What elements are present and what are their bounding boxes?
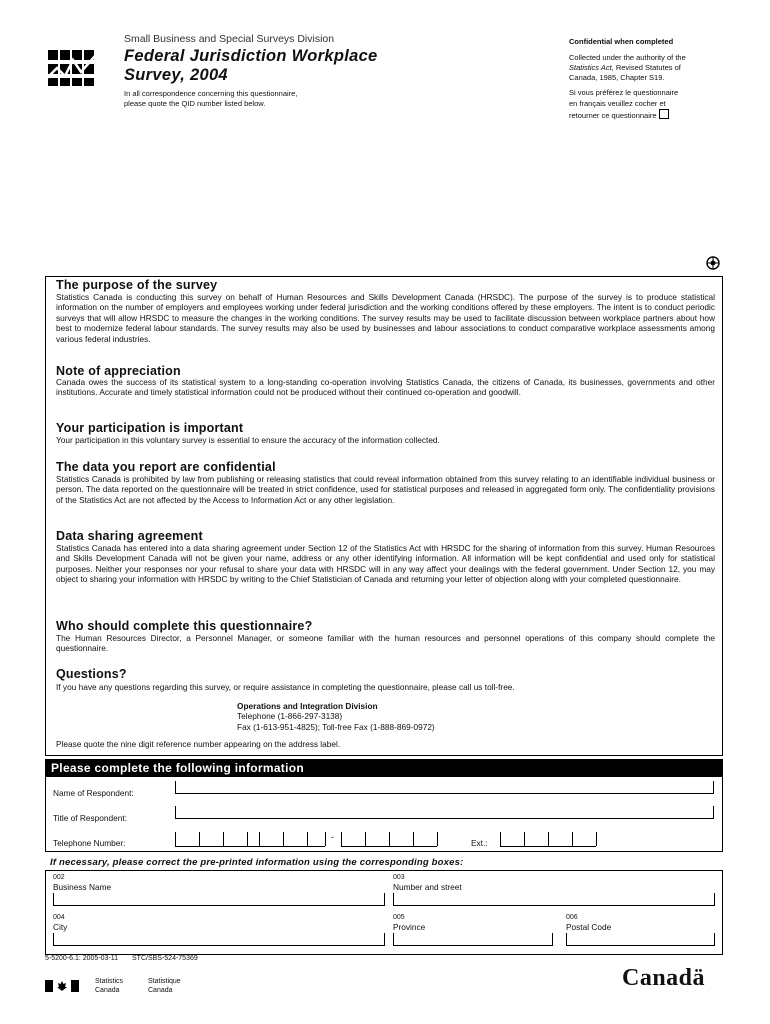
appreciation-heading: Note of appreciation: [56, 364, 181, 378]
data-sharing-heading: Data sharing agreement: [56, 529, 203, 543]
street-field[interactable]: [393, 893, 715, 906]
canada-flag-icon: [45, 979, 79, 993]
ext-digit-divider: [524, 832, 525, 846]
phone-digit-divider: [247, 832, 248, 846]
confidential-section-text: Statistics Canada is prohibited by law from publishing or releasing statistics that could reveal information obtained from this survey relating to an identifiable individual business or person. The data reported on the questionnaire will be treated in strict confidence, used for statistical purposes and released in aggregated form only. The confidentiality provisions of the Statistics Act are not affected by the Access to Information Act or any other legislation.: [56, 474, 715, 505]
respondent-title-label: Title of Respondent:: [53, 813, 127, 823]
ext-digit-divider: [548, 832, 549, 846]
province-label: Province: [393, 922, 426, 932]
respondent-name-label: Name of Respondent:: [53, 788, 134, 798]
phone-digit-divider: [413, 832, 414, 846]
authority-line3: Canada, 1985, Chapter S19.: [569, 72, 665, 82]
province-code: 005: [393, 914, 405, 921]
statistics-canada-en: [95, 978, 123, 995]
who-should-complete-heading: Who should complete this questionnaire?: [56, 619, 313, 633]
purpose-text: Statistics Canada is conducting this survey on behalf of Human Resources and Skills Development Canada (HRSDC). The purpose of the survey is to produce statistical information on the number of employers and employees working under federal jurisdiction and the working conditions offered by these employers. The intent is to conduct periodic surveys that will allow HRSDC to measure the changes in the working conditions. The survey results may be used to facilitate discussion between workplace partners about how best to modernize federal labour standards. The survey results may also be used by businesses and labour associations to conduct comparative workplace assessments among various federal industries.: [56, 292, 715, 344]
questions-heading: Questions?: [56, 667, 127, 681]
operations-fax: Fax (1-613-951-4825); Toll-free Fax (1-888-869-0972): [237, 721, 435, 732]
street-code: 003: [393, 874, 405, 881]
phone-digit-divider: [259, 832, 260, 846]
postal-code-code: 006: [566, 914, 578, 921]
stat-en-line2: Canada: [95, 986, 120, 994]
form-number: [45, 955, 198, 962]
french-line1: Si vous préférez le questionnaire: [569, 88, 679, 97]
phone-dash: -: [331, 832, 334, 842]
postal-code-label: Postal Code: [566, 922, 612, 932]
survey-title: [124, 47, 378, 85]
operations-division-name: Operations and Integration Division: [237, 701, 378, 711]
city-field[interactable]: [53, 933, 385, 946]
city-label: City: [53, 922, 68, 932]
correspondence-line1: In all correspondence concerning this questionnaire,: [124, 89, 298, 98]
phone-digit-divider: [175, 832, 176, 846]
phone-digit-divider: [389, 832, 390, 846]
form-number-date: 5-5200-6.1: 2005-03-11: [45, 955, 119, 962]
phone-digit-divider: [341, 832, 342, 846]
phone-digit-divider: [199, 832, 200, 846]
phone-number-underline: [341, 846, 437, 847]
who-should-complete-text: The Human Resources Director, a Personnel Manager, or someone familiar with the human resources and personnel operations of this company should complete the questionnaire.: [56, 633, 715, 654]
street-label: Number and street: [393, 882, 462, 892]
french-checkbox[interactable]: [659, 109, 669, 119]
authority-line2: , Revised Statutes of: [611, 62, 681, 72]
respondent-title-field[interactable]: [175, 806, 714, 819]
respondent-name-field[interactable]: [175, 781, 714, 794]
telephone-underline: [175, 846, 325, 847]
confidential-heading: Confidential when completed: [569, 37, 674, 46]
phone-digit-divider: [283, 832, 284, 846]
confidential-section-heading: The data you report are confidential: [56, 460, 276, 474]
stat-fr-line1: Statistique: [148, 978, 181, 985]
phone-digit-divider: [307, 832, 308, 846]
operations-telephone: Telephone (1-866-297-3138): [237, 711, 343, 722]
business-name-field[interactable]: [53, 893, 385, 906]
participation-text: Your participation in this voluntary survey is essential to ensure the accuracy of the information collected.: [56, 435, 440, 445]
survey-title-line2: Survey, 2004: [124, 66, 228, 84]
correction-instruction: If necessary, please correct the pre-printed information using the corresponding boxes:: [50, 857, 464, 868]
purpose-heading: The purpose of the survey: [56, 278, 218, 292]
ext-digit-divider: [572, 832, 573, 846]
correspondence-note: [124, 89, 384, 109]
division-name: Small Business and Special Surveys Division: [124, 33, 335, 45]
registration-icon: [706, 256, 720, 270]
phone-digit-divider: [365, 832, 366, 846]
french-line3: retourner ce questionnaire: [569, 111, 657, 120]
french-line2: en français veuillez cocher et: [569, 98, 666, 108]
canada-wordmark: Canadä: [622, 965, 706, 991]
stc-number: STC/SBS-524-75369: [132, 955, 198, 962]
respondent-form-heading: Please complete the following information: [45, 759, 723, 777]
business-name-label: Business Name: [53, 882, 112, 892]
extension-label: Ext.:: [471, 838, 488, 848]
ext-digit-divider: [500, 832, 501, 846]
province-field[interactable]: [393, 933, 553, 946]
extension-field[interactable]: [500, 846, 596, 847]
participation-heading: Your participation is important: [56, 421, 244, 435]
city-code: 004: [53, 914, 65, 921]
statistics-canada-logo: [45, 38, 97, 90]
statistics-act: Statistics Act: [569, 62, 612, 72]
stat-fr-line2: Canada: [148, 986, 173, 994]
business-name-code: 002: [53, 874, 65, 881]
questions-text: If you have any questions regarding this survey, or require assistance in completing the questionnaire, please call us toll-free.: [56, 682, 515, 692]
operations-contact: [237, 701, 435, 732]
statistique-canada-fr: [148, 978, 181, 995]
data-sharing-text: Statistics Canada has entered into a data sharing agreement under Section 12 of the Statistics Act with HRSDC for the sharing of information from this survey. Human Resources and Skills Development Canada will not be given your name, address or any other identifying information. All information will be kept confidential and used only for statistical purposes. Neither your responses nor your refusal to share your data with HRSDC will in any way affect your dealings with the federal government. Under Section 12, you may object to sharing your information with HRSDC by writing to the Chief Statistician of Canada and returning your letter of objection along with your completed questionnaire.: [56, 543, 715, 585]
correspondence-line2: please quote the QID number listed below.: [124, 99, 266, 108]
stat-en-line1: Statistics: [95, 978, 124, 985]
phone-digit-divider: [325, 832, 326, 846]
ext-digit-divider: [596, 832, 597, 846]
phone-digit-divider: [223, 832, 224, 846]
reference-number-note: Please quote the nine digit reference number appearing on the address label.: [56, 739, 341, 749]
postal-code-field[interactable]: [566, 933, 715, 946]
telephone-label: Telephone Number:: [53, 838, 126, 848]
authority-note: [569, 53, 729, 82]
authority-line1: Collected under the authority of the: [569, 53, 686, 62]
phone-digit-divider: [437, 832, 438, 846]
appreciation-text: Canada owes the success of its statistical system to a long-standing co-operation involving Statistics Canada, the citizens of Canada, its businesses, governments and other institutions. Accurate and timely statistical information could not be produced without their continued co-operation and goodwill.: [56, 377, 715, 398]
french-request: [569, 88, 729, 122]
survey-title-line1: Federal Jurisdiction Workplace: [124, 47, 378, 65]
